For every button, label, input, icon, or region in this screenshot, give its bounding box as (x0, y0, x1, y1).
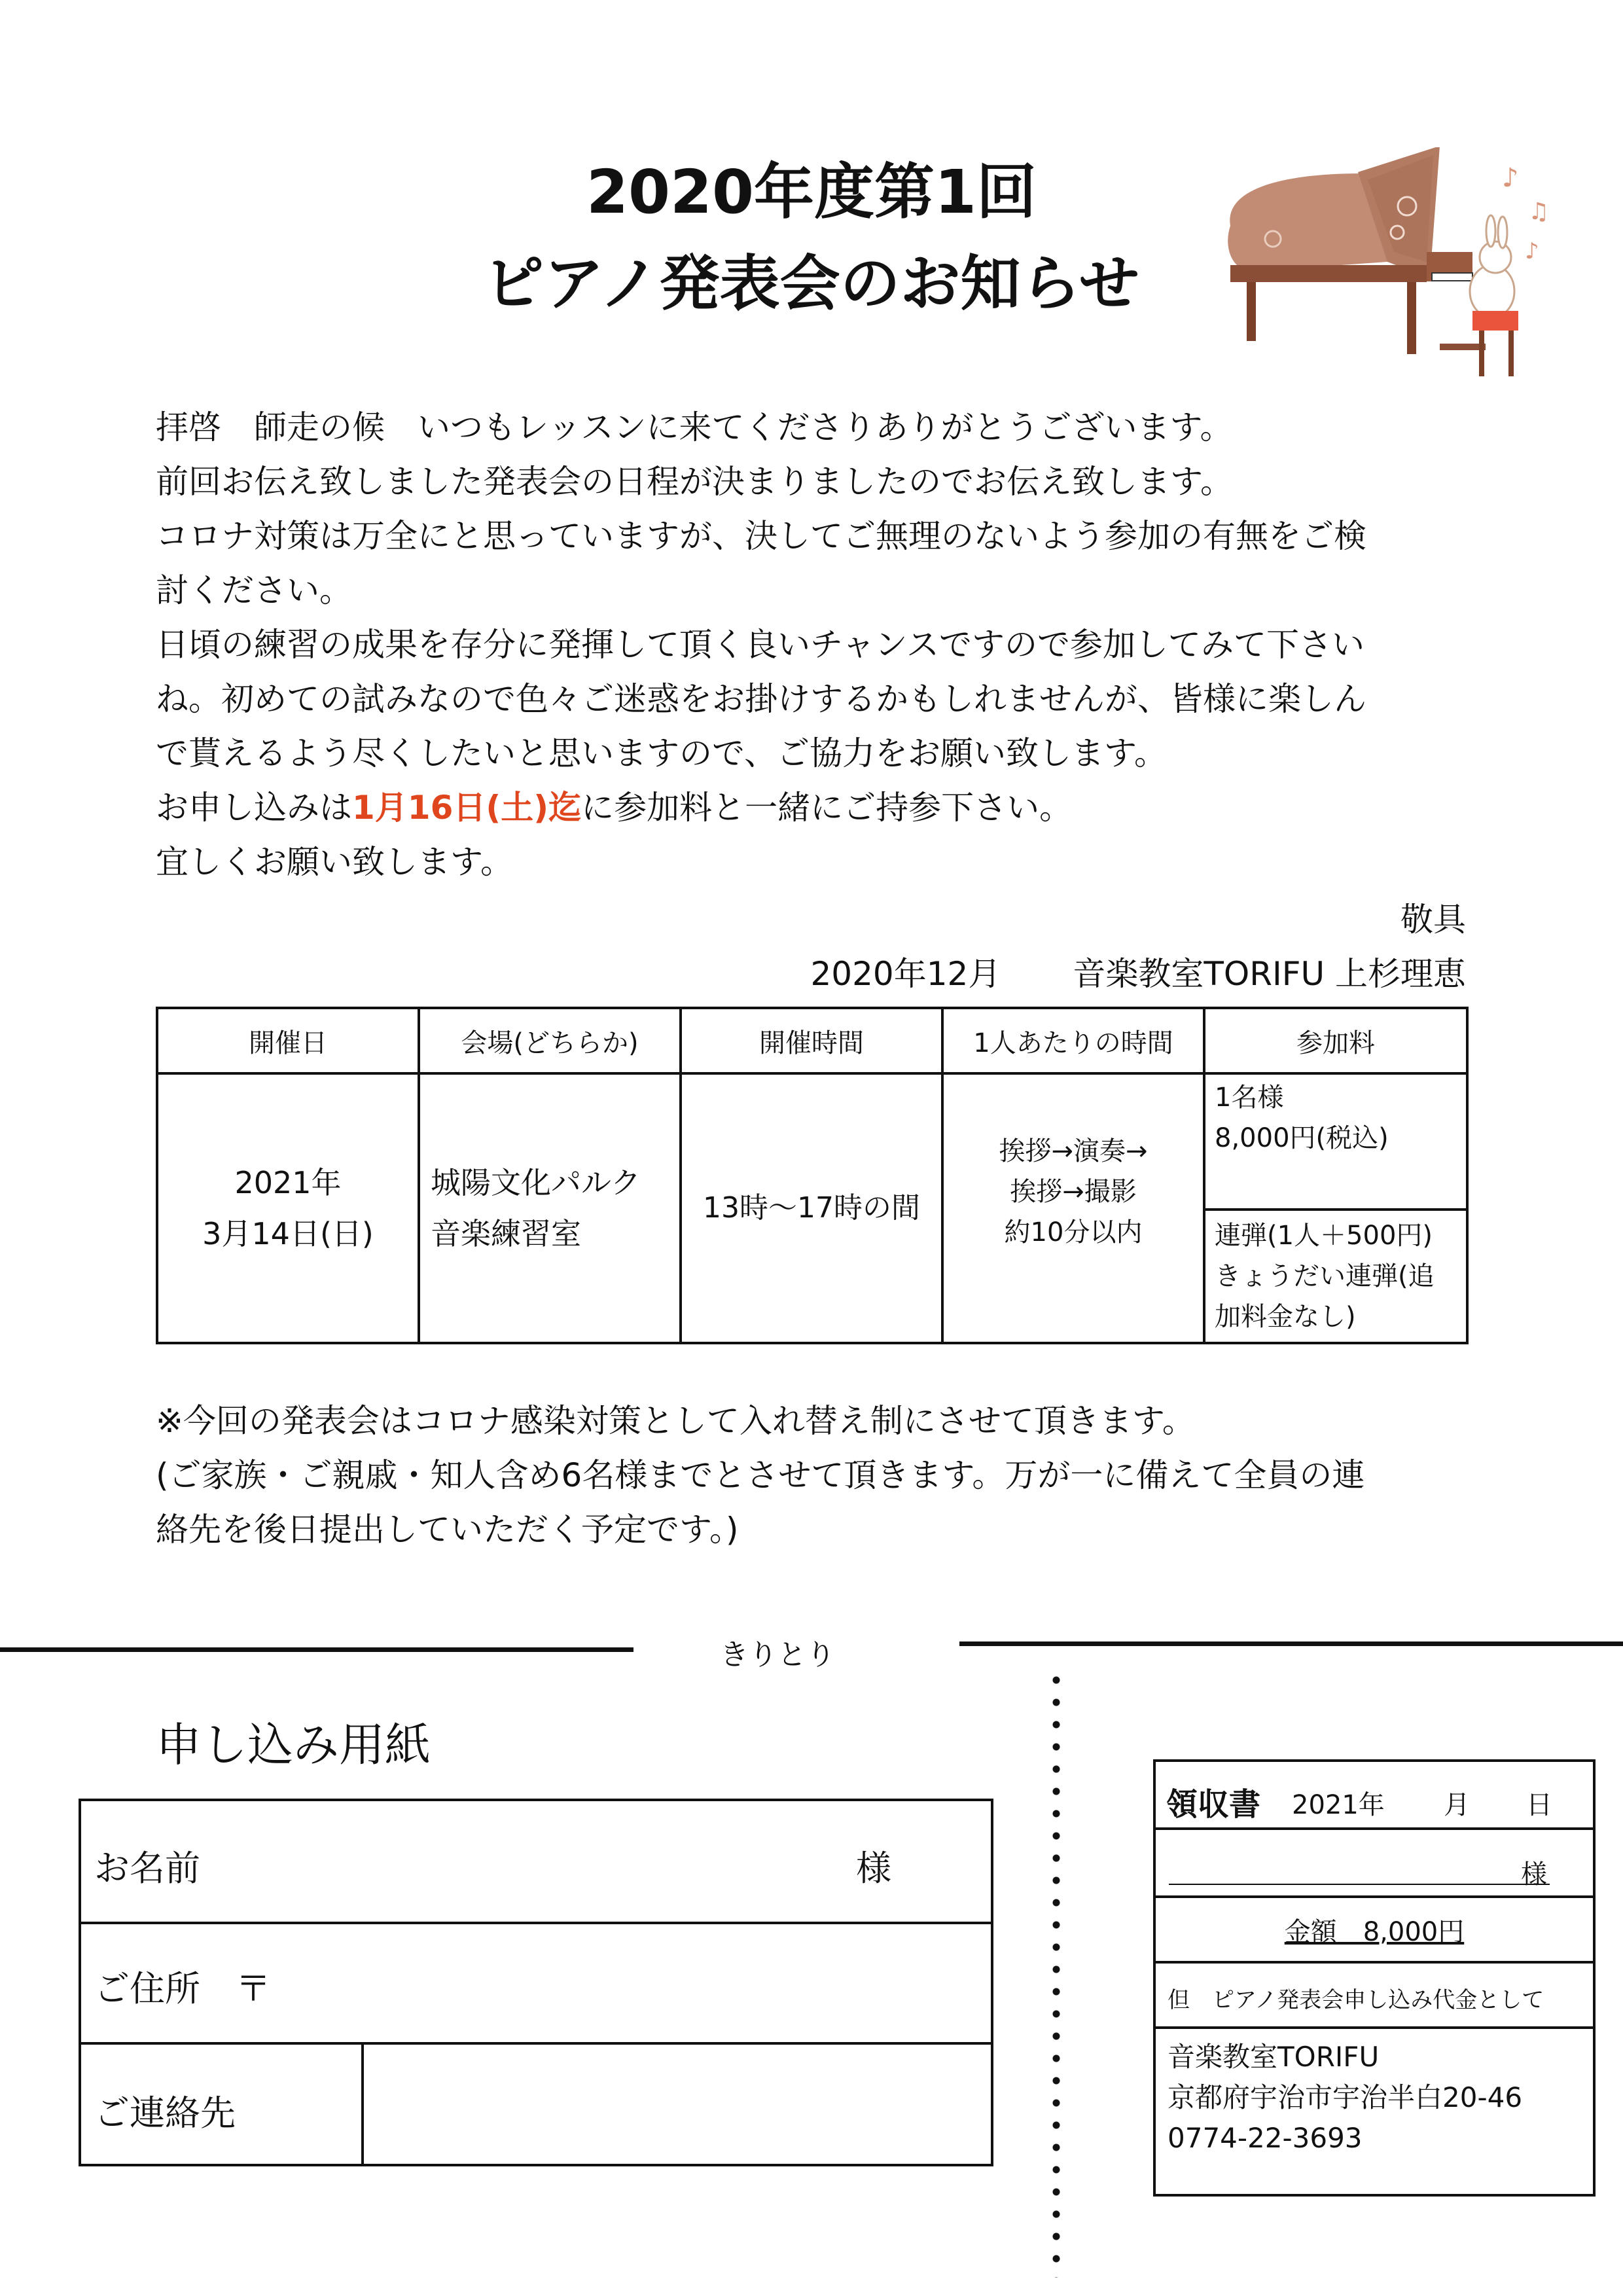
receipt-sama: 様 (1521, 1859, 1547, 1890)
svg-text:♫: ♫ (1528, 198, 1550, 225)
venue-room: 音楽練習室 (431, 1216, 581, 1251)
notes-block (156, 1394, 1471, 1557)
closing-word: 敬具 (1400, 901, 1466, 939)
deadline-highlight: 1月16日(土)迄 (352, 789, 582, 827)
cell-time: 13時〜17時の間 (681, 1073, 942, 1343)
receipt-amount-row (1156, 1895, 1593, 1964)
receipt-month: 月 (1444, 1790, 1470, 1820)
body-line: 討ください。 (156, 571, 352, 609)
issuer-name: 音楽教室TORIFU (1168, 2041, 1380, 2073)
cell-venue (419, 1073, 681, 1343)
venue-name: 城陽文化パルク (431, 1165, 641, 1200)
deadline-line (156, 781, 1471, 835)
fee-single-label: 1名様 (1215, 1083, 1284, 1113)
receipt-amount: 金額 8,000円 (1284, 1917, 1465, 1947)
note-line: ※今回の発表会はコロナ感染対策として入れ替え制にさせて頂きます。 (156, 1402, 1195, 1440)
cell-fee-duet (1204, 1210, 1467, 1343)
receipt-name-row (1156, 1827, 1593, 1898)
application-form (79, 1799, 993, 2166)
contact-divider (361, 2042, 364, 2166)
cut-line-left (0, 1647, 633, 1652)
event-info-table (156, 1007, 1469, 1344)
receipt-purpose-row (1156, 1961, 1593, 2029)
signature-line (810, 948, 1466, 995)
cell-date (157, 1073, 419, 1343)
receipt-name-underline (1169, 1884, 1550, 1885)
piano-illustration (1211, 147, 1551, 403)
note-line: 絡先を後日提出していただく予定です。) (156, 1511, 739, 1549)
issuer-address: 京都府宇治市宇治半白20-46 (1168, 2081, 1523, 2113)
fee-duet-line: 加料金なし) (1215, 1302, 1356, 1332)
contact-label: ご連絡先 (94, 2092, 236, 2134)
body-line: 拝啓 師走の候 いつもレッスンに来てくださりありがとうございます。 (156, 408, 1233, 446)
cut-label: きりとり (720, 1638, 835, 1672)
svg-text:♪: ♪ (1502, 163, 1519, 193)
body-line: コロナ対策は万全にと思っていますが、決してご無理のないよう参加の有無をご検 (156, 517, 1366, 555)
name-suffix: 様 (856, 1848, 891, 1889)
fee-duet-line: 連弾(1人＋500円) (1215, 1221, 1433, 1251)
body-line: 宜しくお願い致します。 (156, 843, 513, 881)
note-line: (ご家族・ご親戚・知人含め6名様までとさせて頂きます。万が一に備えて全員の連 (156, 1456, 1365, 1494)
deadline-pre: お申し込みは (156, 789, 352, 827)
deadline-post: に参加料と一緒にご持参下さい。 (581, 789, 1073, 827)
per-person-line: 挨拶→演奏→ (999, 1136, 1148, 1166)
page-subtitle: ピアノ発表会のお知らせ (484, 249, 1139, 319)
per-person-line: 約10分以内 (1004, 1217, 1143, 1247)
receipt-header-row (1156, 1762, 1593, 1830)
header-time: 開催時間 (681, 1008, 942, 1073)
name-label: お名前 (94, 1848, 200, 1889)
svg-text:♪: ♪ (1525, 238, 1539, 264)
address-label: ご住所 〒 (94, 1968, 271, 2009)
receipt-day: 日 (1526, 1790, 1552, 1820)
cell-per-person (942, 1073, 1204, 1343)
body-line: で貰えるよう尽くしたいと思いますので、ご協力をお願い致します。 (156, 734, 1167, 772)
receipt-purpose: 但 ピアノ発表会申し込み代金として (1168, 1987, 1544, 2013)
form-title: 申し込み用紙 (156, 1718, 431, 1772)
cut-line-right (959, 1641, 1623, 1646)
header-venue: 会場(どちらか) (419, 1008, 681, 1073)
per-person-line: 挨拶→撮影 (1010, 1177, 1137, 1207)
form-row-address (81, 1922, 991, 2045)
cell-fee-single (1204, 1073, 1467, 1210)
page-title: 2020年度第1回 (586, 157, 1037, 227)
date-year: 2021年 (234, 1165, 342, 1200)
receipt-issuer (1168, 2037, 1522, 2159)
dotted-separator (1052, 1669, 1060, 2278)
receipt-title: 領収書 (1166, 1786, 1261, 1823)
sender-name: 音楽教室TORIFU 上杉理恵 (1073, 955, 1466, 993)
header-fee: 参加料 (1204, 1008, 1467, 1073)
body-line: 日頃の練習の成果を存分に発揮して頂く良いチャンスですので参加してみて下さい (156, 626, 1364, 664)
header-date: 開催日 (157, 1008, 419, 1073)
header-per-person: 1人あたりの時間 (942, 1008, 1204, 1073)
receipt (1153, 1759, 1596, 2197)
fee-duet-line: きょうだい連弾(追 (1215, 1261, 1435, 1291)
body-line: 前回お伝え致しました発表会の日程が決まりましたのでお伝え致します。 (156, 463, 1233, 501)
letter-date: 2020年12月 (810, 955, 1001, 993)
date-day: 3月14日(日) (202, 1216, 374, 1251)
form-row-name (81, 1801, 991, 1924)
form-row-contact (81, 2042, 991, 2166)
receipt-year: 2021年 (1292, 1790, 1385, 1820)
body-line: ね。初めての試みなので色々ご迷惑をお掛けするかもしれませんが、皆様に楽しん (156, 680, 1366, 718)
fee-single-amount: 8,000円(税込) (1215, 1123, 1389, 1153)
issuer-phone: 0774-22-3693 (1168, 2122, 1363, 2154)
letter-body (156, 401, 1471, 889)
